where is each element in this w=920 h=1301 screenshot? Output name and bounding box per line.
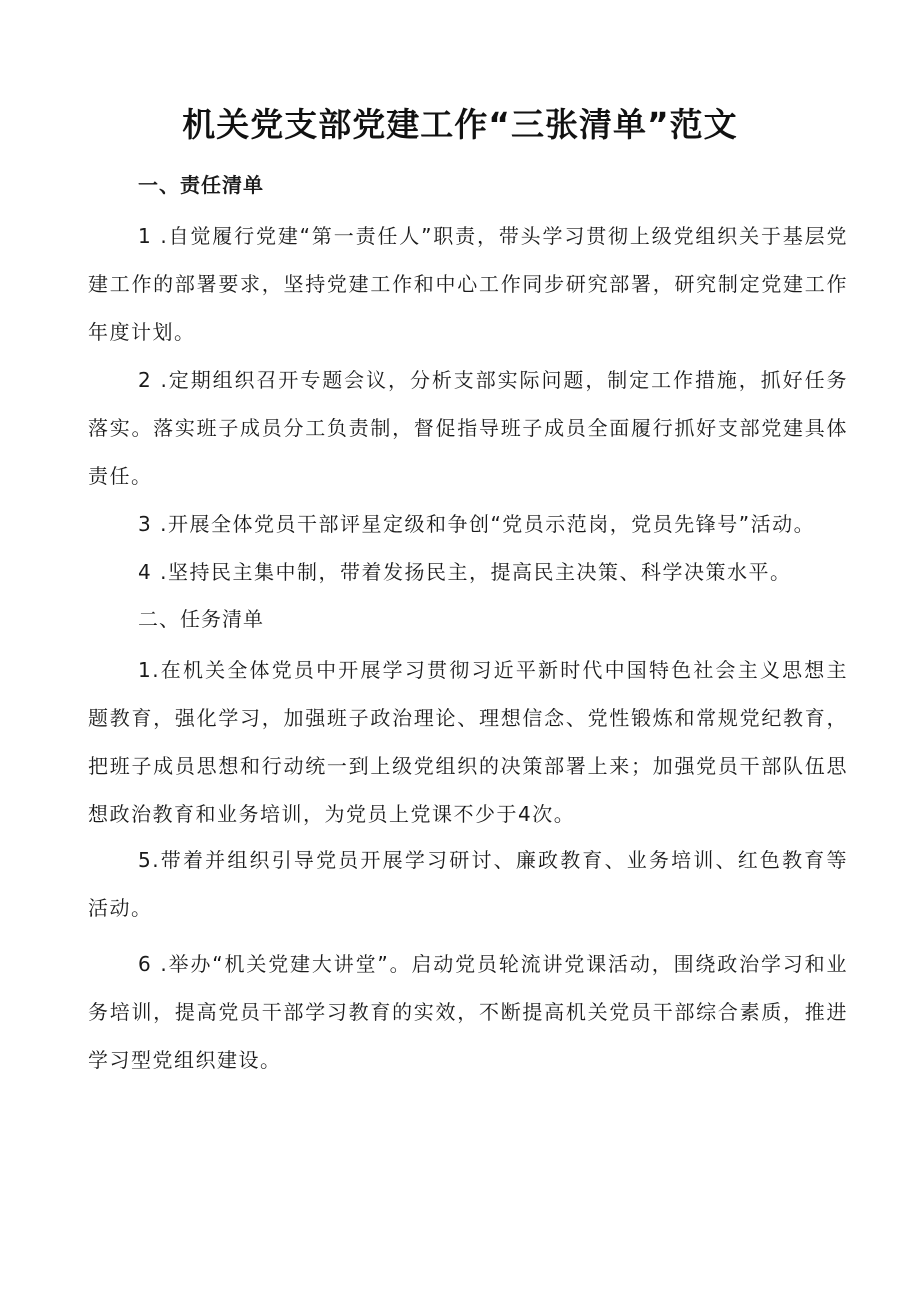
- responsibility-item-1: 1 .自觉履行党建“第一责任人”职责，带头学习贯彻上级党组织关于基层党建工作的部署要求，坚持党建工作和中心工作同步研究部署，研究制定党建工作年度计划。: [88, 224, 848, 344]
- task-item-6: 6 .举办“机关党建大讲堂”。启动党员轮流讲党课活动，围绕政治学习和业务培训，提高党员干部学习教育的实效，不断提高机关党员干部综合素质，推进学习型党组织建设。: [88, 952, 848, 1072]
- section-heading-tasks: 二、任务清单: [138, 607, 264, 631]
- section-heading-responsibility: 一、责任清单: [138, 173, 264, 197]
- task-item-5: 5.带着并组织引导党员开展学习研讨、廉政教育、业务培训、红色教育等活动。: [88, 848, 848, 920]
- responsibility-item-4: 4 .坚持民主集中制，带着发扬民主，提高民主决策、科学决策水平。: [138, 560, 792, 584]
- task-item-1: 1.在机关全体党员中开展学习贯彻习近平新时代中国特色社会主义思想主题教育，强化学习，加强班子政治理论、理想信念、党性锻炼和常规党纪教育，把班子成员思想和行动统一到上级党组织的决策部署上来；加强党员干部队伍思想政治教育和业务培训，为党员上党课不少于4次。: [88, 658, 848, 826]
- document-title: 机关党支部党建工作“三张清单”范文: [182, 105, 738, 144]
- responsibility-item-3: 3 .开展全体党员干部评星定级和争创“党员示范岗，党员先锋号”活动。: [138, 512, 816, 536]
- responsibility-item-2: 2 .定期组织召开专题会议，分析支部实际问题，制定工作措施，抓好任务落实。落实班子成员分工负责制，督促指导班子成员全面履行抓好支部党建具体责任。: [88, 368, 848, 488]
